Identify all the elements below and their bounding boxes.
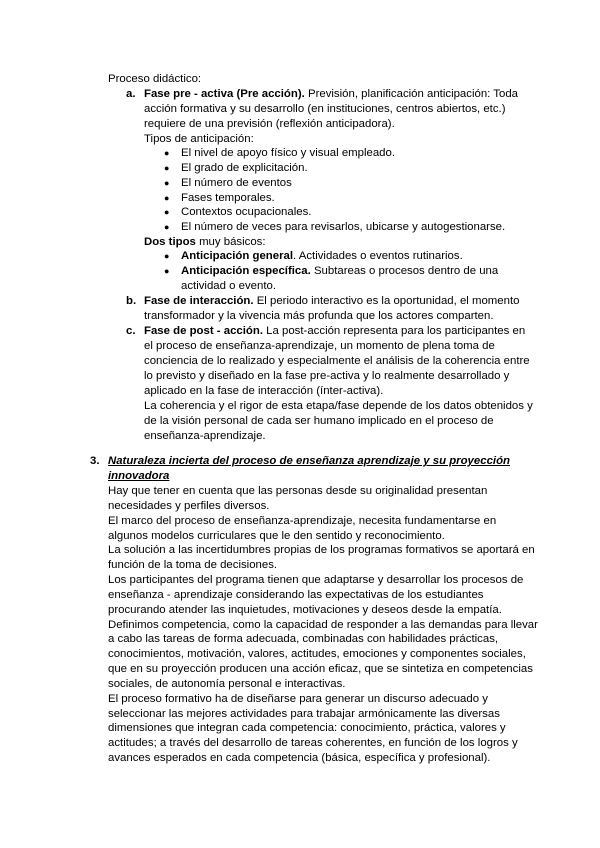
type-item: Fases temporales.: [181, 192, 275, 204]
body-line: actitudes; a través del desarrollo de tareas coherentes, en función de los logros y: [108, 737, 518, 749]
dos-tipos-bold: Dos tipos: [144, 236, 196, 248]
body-line: Hay que tener en cuenta que las personas desde su originalidad presentan: [108, 485, 488, 497]
body-line: sociales, de autonomía personal e interactivas.: [108, 678, 346, 690]
item-c-line: de la visión personal de cada ser humano implicado en el proceso de: [144, 415, 494, 427]
item-a-title: Fase pre - activa (Pre acción).: [144, 88, 305, 100]
bullet-icon: ●: [164, 163, 170, 173]
item-c-text: La post-acción representa para los participantes en: [263, 325, 526, 337]
dos-tipos-line: [144, 235, 266, 250]
bullet-icon: ●: [164, 266, 170, 276]
item-a-text: Previsión, planificación anticipación: Toda: [304, 88, 518, 100]
bullet-icon: ●: [164, 193, 170, 203]
bullet-icon: ●: [164, 178, 170, 188]
item-c-marker: c.: [126, 325, 136, 337]
body-line: conocimientos, motivación, valores, actitudes, emociones y componentes sociales,: [108, 648, 526, 660]
item-b-text: El periodo interactivo es la oportunidad, el momento: [253, 295, 520, 307]
item-c-line: La coherencia y el rigor de esta etapa/fase depende de los datos obtenidos y: [144, 400, 533, 412]
bullet-icon: ●: [164, 207, 170, 217]
bullet-icon: ●: [164, 251, 170, 261]
basic-type-bold: Anticipación específica.: [181, 265, 311, 277]
types-heading: Tipos de anticipación:: [144, 133, 254, 145]
basic-type-rest: Subtareas o procesos dentro de una: [310, 265, 499, 277]
item-a-marker: a.: [126, 88, 136, 100]
type-item: El número de eventos: [181, 177, 292, 189]
section-heading-line: innovadora: [108, 470, 170, 482]
body-line: enseñanza - aprendizaje considerando las expectativas de los estudiantes: [108, 589, 484, 601]
body-line: El marco del proceso de enseñanza-aprendizaje, necesita fundamentarse en: [108, 515, 497, 527]
body-line: Los participantes del programa tienen que adaptarse y desarrollar los procesos de: [108, 574, 524, 586]
body-line: función de la toma de decisiones.: [108, 559, 278, 571]
body-line: procurando atender las inquietudes, motivaciones y deseos desde la empatía.: [108, 604, 502, 616]
item-b-line-1: transformador y la vivencia más profunda que los actores comparten.: [144, 310, 494, 322]
basic-type-bold: Anticipación general: [181, 250, 294, 262]
body-line: que en su proyección producen una acción eficaz, que se sintetiza en competencias: [108, 663, 533, 675]
item-a-line-1: acción formativa y su desarrollo (en instituciones, centros abiertos, etc.): [144, 103, 506, 115]
bullet-icon: ●: [164, 148, 170, 158]
item-c-line-0: [144, 324, 525, 339]
bullet-icon: ●: [164, 222, 170, 232]
basic-type-item: [181, 249, 463, 264]
body-line: avances esperados en cada competencia (básica, específica y profesional).: [108, 752, 491, 764]
section-number: 3.: [90, 455, 100, 467]
item-b-line-0: [144, 294, 519, 309]
dos-tipos-rest: muy básicos:: [195, 236, 266, 248]
section-heading-line: Naturaleza incierta del proceso de enseñanza aprendizaje y su proyección: [108, 455, 510, 467]
item-b-marker: b.: [126, 295, 137, 307]
type-item: El grado de explicitación.: [181, 162, 308, 174]
item-b-title: Fase de interacción.: [144, 295, 254, 307]
basic-type-item: [181, 264, 498, 279]
body-line: a cabo las tareas de forma adecuada, combinadas con habilidades prácticas,: [108, 633, 499, 645]
intro-text: Proceso didáctico:: [108, 73, 202, 85]
item-c-line: el proceso de enseñanza-aprendizaje, un momento de plena toma de: [144, 340, 495, 352]
basic-type-continuation: actividad o evento.: [181, 280, 276, 292]
item-c-title: Fase de post - acción.: [144, 325, 264, 337]
item-c-line: conciencia de lo realizado y especialmente el análisis de la coherencia entre: [144, 355, 530, 367]
item-c-line: enseñanza-aprendizaje.: [144, 430, 266, 442]
type-item: Contextos ocupacionales.: [181, 206, 312, 218]
type-item: El número de veces para revisarlos, ubicarse y autogestionarse.: [181, 221, 506, 233]
item-c-line: aplicado en la fase de interacción (ínter-activa).: [144, 385, 384, 397]
item-a-line-0: [144, 87, 518, 102]
body-line: Definimos competencia, como la capacidad de responder a las demandas para llevar: [108, 619, 538, 631]
body-line: necesidades y perfiles diversos.: [108, 500, 270, 512]
body-line: algunos modelos curriculares que le den sentido y reconocimiento.: [108, 530, 445, 542]
item-c-line: lo previsto y diseñado en la fase pre-activa y lo realmente desarrollado y: [144, 370, 510, 382]
body-line: El proceso formativo ha de diseñarse para generar un discurso adecuado y: [108, 693, 488, 705]
body-line: La solución a las incertidumbres propias de los programas formativos se aportará en: [108, 544, 535, 556]
body-line: dimensiones que integran cada competencia: conocimiento, práctica, valores y: [108, 722, 506, 734]
body-line: seleccionar las mejores actividades para trabajar armónicamente las diversas: [108, 708, 500, 720]
item-a-line-2: requiere de una previsión (reflexión anticipadora).: [144, 118, 395, 130]
type-item: El nivel de apoyo físico y visual empleado.: [181, 147, 396, 159]
basic-type-rest: . Actividades o eventos rutinarios.: [293, 250, 463, 262]
